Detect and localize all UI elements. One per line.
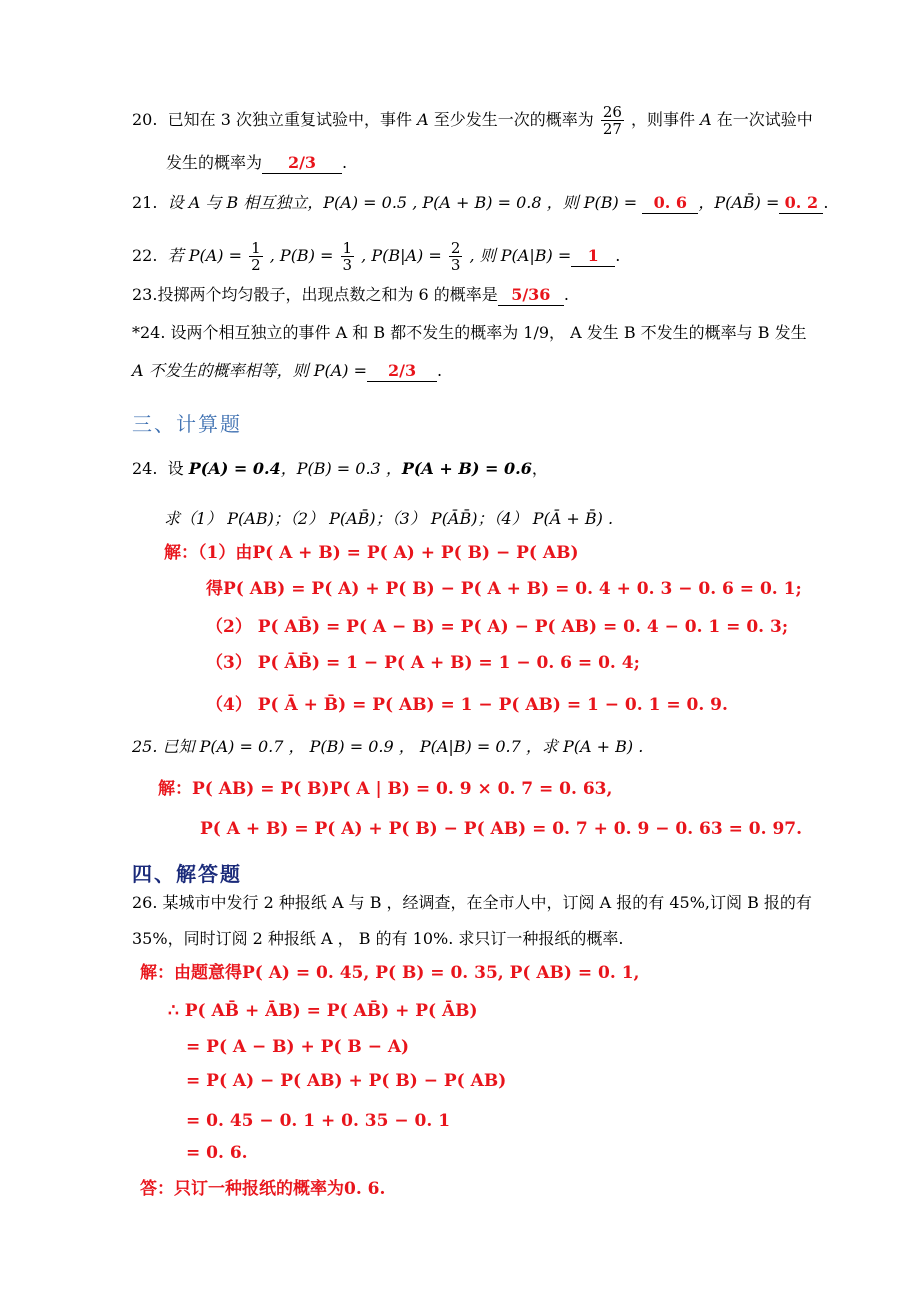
q22-frac1 xyxy=(249,240,263,273)
q21-mid: ，P(AB̄) = xyxy=(698,193,780,212)
q22-frac2 xyxy=(341,240,355,273)
q24-question: 求（1） P(AB)；（2） P(AB̄)；（3） P(ĀB̄)；（4） P(Ā + B̄) . xyxy=(164,509,614,528)
q20-answer: 2/3 xyxy=(262,153,342,174)
q20-line2 xyxy=(166,152,347,174)
q24star-text2: A 不发生的概率相等，则 P(A) = xyxy=(132,361,368,380)
q20-frac-den: 27 xyxy=(602,120,622,138)
q24-text-e: ， xyxy=(531,459,548,478)
q24star-end: . xyxy=(437,361,443,380)
q20-line2-text: 发生的概率为 xyxy=(166,153,263,172)
q24-line1 xyxy=(132,458,548,480)
q24-solution-1: 解：（1）由P( A + B) = P( A) + P( B) − P( AB) xyxy=(164,543,579,563)
q20-text4: 在一次试验中 xyxy=(716,110,813,129)
q22-f3-num: 2 xyxy=(450,239,461,257)
q25-line1 xyxy=(132,736,643,758)
q22-f1-num: 1 xyxy=(251,239,261,257)
q20-end: . xyxy=(342,153,348,172)
q22-f2-den: 3 xyxy=(342,256,353,274)
q20-text3: ，则事件 xyxy=(631,110,696,129)
q24-solution-4: （3） P( ĀB̄) = 1 − P( A + B) = 1 − 0. 6 = 0. 4; xyxy=(206,653,640,673)
q20-fraction xyxy=(601,104,624,137)
q20-text1: 已知在 3 次独立重复试验中，事件 xyxy=(167,110,412,129)
q22-number: 22. xyxy=(132,246,158,265)
q22-p4: , 则 P(A|B) = xyxy=(469,246,572,265)
q26-line2 xyxy=(132,928,623,950)
q22-end: . xyxy=(615,246,621,265)
q24star-answer: 2/3 xyxy=(367,361,437,382)
q24star-text1: *24. 设两个相互独立的事件 A 和 B 都不发生的概率为 1/9， A 发生 B 不发生的概率与 B 发生 xyxy=(132,323,807,342)
q20-event-a-2: A xyxy=(700,110,712,129)
q24-solution-5: （4） P( Ā + B̄) = P( AB) = 1 − P( AB) = 1 − 0. 1 = 0. 9. xyxy=(206,695,728,715)
q20-line1 xyxy=(132,104,813,137)
q22-answer: 1 xyxy=(571,246,615,267)
q24-solution-3: （2） P( AB̄) = P( A − B) = P( A) − P( AB) = 0. 4 − 0. 1 = 0. 3; xyxy=(206,617,789,637)
q21-line xyxy=(132,192,828,214)
q23-text: 23.投掷两个均匀骰子，出现点数之和为 6 的概率是 xyxy=(132,285,498,304)
q26-line1 xyxy=(132,892,812,914)
q24-number: 24. xyxy=(132,459,158,478)
q22-p3: , P(B|A) = xyxy=(361,246,442,265)
section-heading-calculation: 三、计算题 xyxy=(132,412,242,436)
q24star-line1 xyxy=(132,322,807,344)
q26-solution-2: ∴ P( AB̄ + ĀB) = P( AB̄) + P( ĀB) xyxy=(168,1001,478,1021)
q22-f2-num: 1 xyxy=(342,239,353,257)
q26-text1: 26. 某城市中发行 2 种报纸 A 与 B ，经调查，在全市人中，订阅 A 报的有 45%,订阅 B 报的有 xyxy=(132,893,812,912)
q23-line xyxy=(132,284,569,306)
q22-frac3 xyxy=(449,240,463,273)
q26-solution-4: = P( A) − P( AB) + P( B) − P( AB) xyxy=(186,1071,507,1091)
q26-final-answer: 答：只订一种报纸的概率为0. 6. xyxy=(140,1179,386,1199)
section-heading-answers: 四、解答题 xyxy=(132,862,242,886)
q22-pre: 若 P(A) = xyxy=(167,246,243,265)
q22-f1-den: 2 xyxy=(251,256,261,274)
q24-pa: P(A) = 0.4 xyxy=(188,459,281,478)
q21-answer2: 0. 2 xyxy=(779,193,823,214)
q23-answer: 5/36 xyxy=(498,285,564,306)
q26-solution-1: 解：由题意得P( A) = 0. 45, P( B) = 0. 35, P( AB) = 0. 1, xyxy=(140,963,640,983)
q25-solution-2: P( A + B) = P( A) + P( B) − P( AB) = 0. 7 + 0. 9 − 0. 63 = 0. 97. xyxy=(200,819,803,839)
q26-solution-3: = P( A − B) + P( B − A) xyxy=(186,1037,410,1057)
q20-number: 20. xyxy=(132,110,158,129)
q20-event-a: A xyxy=(417,110,429,129)
q22-f3-den: 3 xyxy=(450,256,461,274)
q26-solution-6: = 0. 6. xyxy=(186,1143,248,1163)
q21-text: 设 A 与 B 相互独立，P(A) = 0.5 , P(A + B) = 0.8 ，则 P(B) = xyxy=(167,193,638,212)
q24-pab: P(A + B) = 0.6 xyxy=(401,459,532,478)
q20-frac-num: 26 xyxy=(602,103,622,121)
q24-pb: ，P(B) = 0.3 ， xyxy=(280,459,402,478)
q26-solution-5: = 0. 45 − 0. 1 + 0. 35 − 0. 1 xyxy=(186,1111,451,1131)
q20-text2: 至少发生一次的概率为 xyxy=(433,110,594,129)
q24-text-a: 设 xyxy=(167,459,184,478)
q22-line xyxy=(132,240,620,273)
q24star-line2 xyxy=(132,360,442,382)
q24-solution-2: 得P( AB) = P( A) + P( B) − P( A + B) = 0. 4 + 0. 3 − 0. 6 = 0. 1; xyxy=(206,579,802,599)
q25-solution-1: 解：P( AB) = P( B)P( A | B) = 0. 9 × 0. 7 = 0. 63, xyxy=(158,779,613,799)
q21-answer1: 0. 6 xyxy=(642,193,698,214)
q21-end: . xyxy=(823,193,829,212)
q23-end: . xyxy=(563,285,569,304)
q24-line2 xyxy=(164,508,613,530)
q26-text2: 35%，同时订阅 2 种报纸 A ， B 的有 10%. 求只订一种报纸的概率. xyxy=(132,929,624,948)
q25-question: 25. 已知 P(A) = 0.7 ， P(B) = 0.9 ， P(A|B) = 0.7 ，求 P(A + B) . xyxy=(132,737,644,756)
q22-p2: , P(B) = xyxy=(269,246,334,265)
q21-number: 21. xyxy=(132,193,158,212)
